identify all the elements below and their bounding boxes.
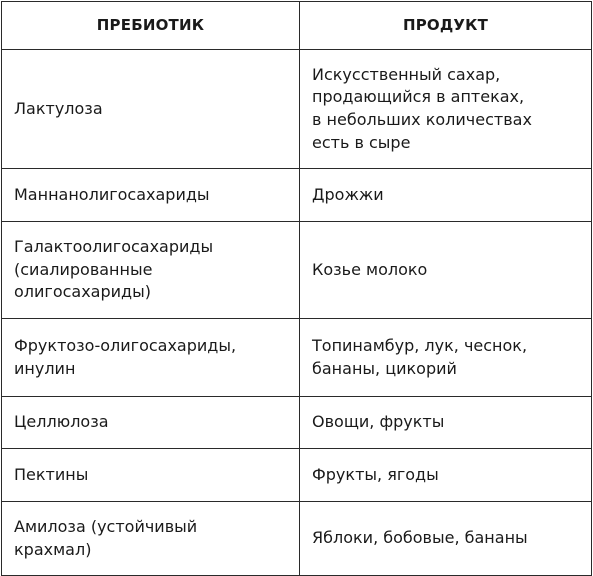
header-prebiotic: ПРЕБИОТИК (2, 2, 300, 50)
product-cell: Яблоки, бобовые, бананы (300, 502, 592, 576)
product-cell: Овощи, фрукты (300, 397, 592, 449)
table-row (2, 319, 592, 397)
prebiotic-cell: Галактоолигосахариды (сиалированные олигосахариды) (2, 222, 300, 319)
header-product: ПРОДУКТ (300, 2, 592, 50)
table-row (2, 50, 592, 169)
table-row (2, 449, 592, 502)
prebiotics-table (1, 1, 592, 576)
prebiotic-cell: Целлюлоза (2, 397, 300, 449)
prebiotic-cell: Амилоза (устойчивый крахмал) (2, 502, 300, 576)
prebiotic-cell: Лактулоза (2, 50, 300, 169)
product-cell: Дрожжи (300, 169, 592, 222)
product-cell: Фрукты, ягоды (300, 449, 592, 502)
prebiotic-cell: Фруктозо-олигосахариды, инулин (2, 319, 300, 397)
table-header-row (2, 2, 592, 50)
table-row (2, 222, 592, 319)
product-cell: Козье молоко (300, 222, 592, 319)
table-row (2, 169, 592, 222)
table-row (2, 502, 592, 576)
product-cell: Искусственный сахар, продающийся в аптеках, в небольших количествах есть в сыре (300, 50, 592, 169)
prebiotic-cell: Маннанолигосахариды (2, 169, 300, 222)
table-row (2, 397, 592, 449)
product-cell: Топинамбур, лук, чеснок, бананы, цикорий (300, 319, 592, 397)
prebiotic-cell: Пектины (2, 449, 300, 502)
